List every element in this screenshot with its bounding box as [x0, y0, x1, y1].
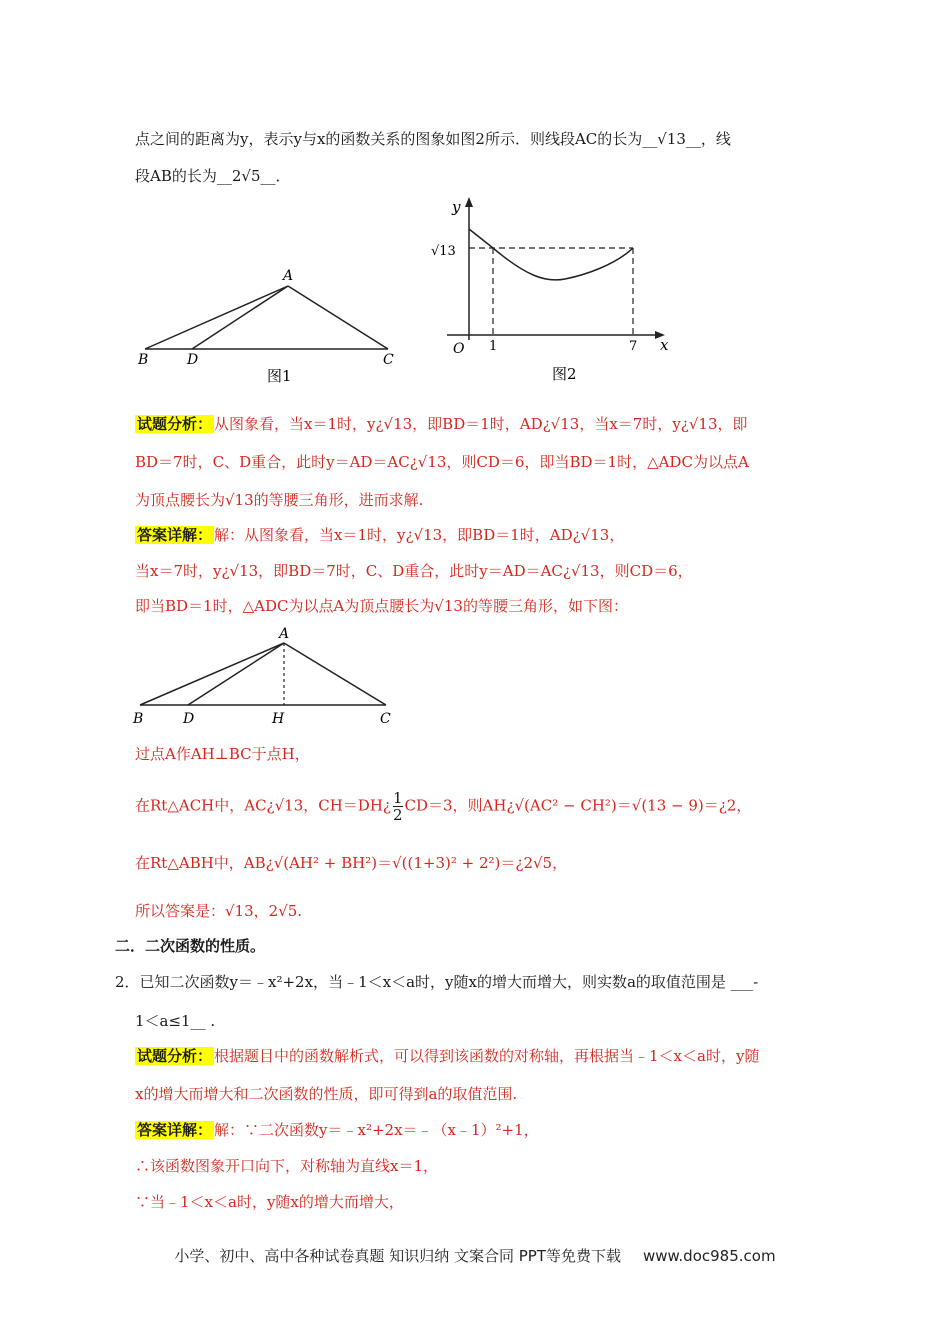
answer1-line-3: 即当BD＝1时，△ADC为以点A为顶点腰长为√13的等腰三角形，如下图：	[135, 597, 628, 615]
answer1-text-1: 解：从图象看，当x＝1时，y¿√13，即BD＝1时，AD¿√13，	[214, 526, 625, 544]
page-footer	[0, 1245, 950, 1266]
answer2-line-3: ∵当﹣1＜x＜a时，y随x的增大而增大，	[135, 1193, 404, 1211]
answer1-line-2: 当x＝7时，y¿√13，即BD＝7时，C、D重合，此时y＝AD＝AC¿√13，则CD＝6，	[135, 562, 693, 580]
answer1-tag: 答案详解：	[137, 526, 213, 544]
analysis1-line-2: BD＝7时，C、D重合，此时y＝AD＝AC¿√13，则CD＝6，即当BD＝1时，△ADC为以点A	[135, 453, 749, 471]
fraction-denominator: 2	[392, 806, 403, 824]
q2-line-2: 1＜a≤1__ .	[135, 1012, 216, 1030]
fig3-label-d: D	[183, 711, 195, 727]
fig1-label-d: D	[187, 352, 199, 368]
fig2-caption: 图2	[552, 365, 577, 383]
fraction-numerator: 1	[392, 789, 403, 807]
fig1-label-a: A	[283, 268, 294, 284]
analysis2-line-1	[135, 1045, 759, 1067]
figure-3-triangle-height	[128, 622, 403, 732]
solution-text-2b: CD＝3，则AH¿√(AC² − CH²)＝√(13 − 9)＝¿2，	[404, 796, 752, 815]
solution-line-2	[135, 790, 751, 823]
fig2-x-tick-1: 1	[489, 339, 498, 354]
section-2-title: 二．二次函数的性质。	[115, 937, 266, 955]
fig3-label-b: B	[133, 711, 144, 727]
fig1-segment-ad	[192, 286, 288, 349]
fig2-curve	[469, 229, 633, 280]
fig2-y-label: y	[452, 198, 461, 216]
fig2-x-label: x	[660, 336, 669, 354]
fig2-origin-label: O	[453, 341, 465, 357]
answer2-line-1	[135, 1119, 539, 1141]
analysis1-line-3: 为顶点腰长为√13的等腰三角形，进而求解.	[135, 491, 424, 509]
fig3-label-a: A	[279, 626, 290, 642]
intro-line-1: 点之间的距离为y，表示y与x的函数关系的图象如图2所示．则线段AC的长为__√13__，线	[135, 130, 731, 148]
analysis1-tag: 试题分析：	[137, 415, 213, 433]
fig3-segment-ab	[140, 643, 284, 705]
answer1-line-1	[135, 524, 624, 546]
fig3-label-h: H	[272, 711, 285, 727]
fig3-segment-ad	[188, 643, 284, 705]
analysis2-text-1: 根据题目中的函数解析式，可以得到该函数的对称轴，再根据当﹣1＜x＜a时，y随	[214, 1047, 760, 1065]
footer-text: 小学、初中、高中各种试卷真题 知识归纳 文案合同 PPT等免费下载	[174, 1247, 621, 1265]
figure-2-graph	[425, 195, 675, 387]
analysis2-line-2: x的增大而增大和二次函数的性质，即可得到a的取值范围.	[135, 1085, 518, 1103]
fig3-label-c: C	[380, 711, 391, 727]
answer2-text-1: 解：∵二次函数y＝﹣x²+2x＝﹣（x﹣1）²+1，	[214, 1121, 539, 1139]
fig2-y-arrow	[465, 197, 473, 207]
analysis2-tag: 试题分析：	[137, 1047, 213, 1065]
fig3-segment-ac	[284, 643, 386, 705]
fig1-label-b: B	[138, 352, 149, 368]
fraction-half	[393, 790, 403, 823]
analysis1-text-1: 从图象看，当x＝1时，y¿√13，即BD＝1时，AD¿√13，当x＝7时，y¿√13，即	[214, 415, 748, 433]
fig1-segment-ab	[145, 286, 288, 349]
fig1-segment-ac	[288, 286, 388, 349]
fig1-label-c: C	[383, 352, 394, 368]
q2-line-1: 2．已知二次函数y＝﹣x²+2x，当﹣1＜x＜a时，y随x的增大而增大，则实数a的取值范围是 ___-	[115, 973, 759, 991]
fig2-y-tick: √13	[431, 244, 456, 259]
footer-url[interactable]: www.doc985.com	[642, 1247, 776, 1265]
solution-text-2a: 在Rt△ACH中，AC¿√13，CH＝DH¿	[135, 796, 391, 815]
solution-line-3: 在Rt△ABH中，AB¿√(AH² + BH²)＝√((1+3)² + 2²)＝¿2√5，	[135, 854, 568, 872]
fig1-caption: 图1	[267, 367, 292, 385]
figure-1-triangle	[130, 262, 410, 387]
fig2-x-tick-7: 7	[629, 339, 638, 354]
answer2-tag: 答案详解：	[137, 1121, 213, 1139]
solution-line-4: 所以答案是：√13，2√5.	[135, 902, 303, 920]
analysis1-line-1	[135, 413, 748, 435]
intro-line-2: 段AB的长为__2√5__．	[135, 167, 291, 185]
solution-line-1: 过点A作AH⊥BC于点H，	[135, 745, 310, 763]
answer2-line-2: ∴该函数图象开口向下，对称轴为直线x＝1，	[135, 1157, 439, 1175]
